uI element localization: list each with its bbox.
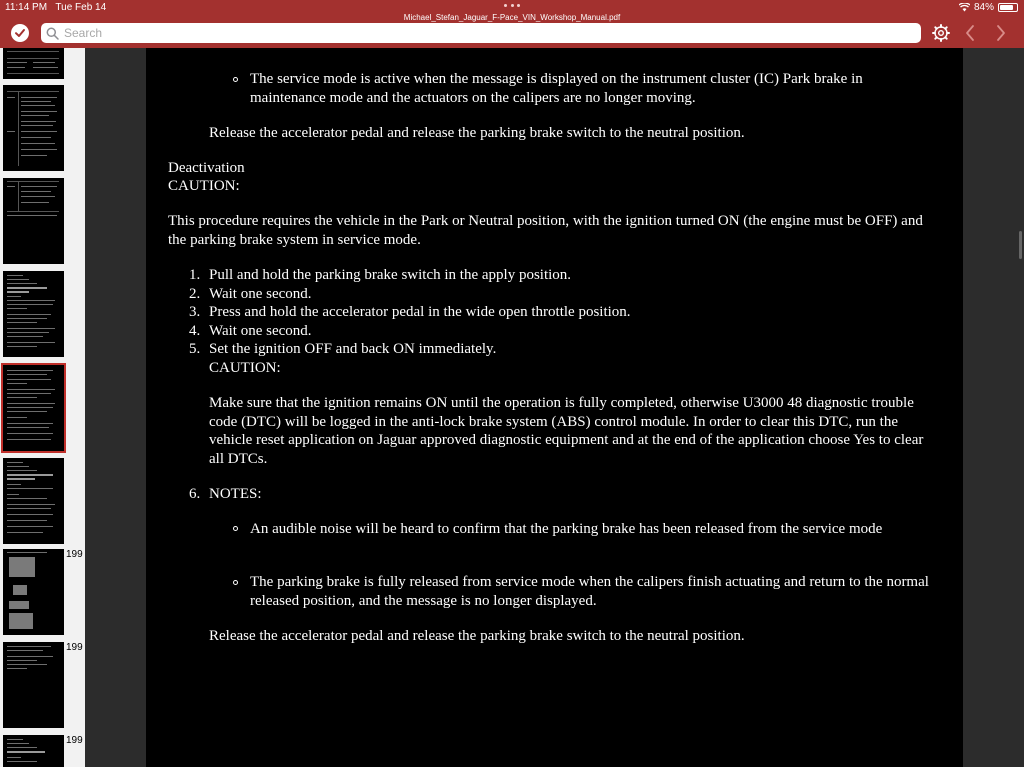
step-text: NOTES:	[209, 486, 262, 502]
status-time	[5, 2, 106, 13]
page-thumbnail[interactable]	[3, 48, 64, 79]
page-gutter-right	[963, 48, 1024, 767]
paragraph: The parking brake is fully released from service mode when the calipers finish actuating and return to the normal released position, and the message is no longer displayed.	[250, 574, 929, 609]
multitasking-dots[interactable]	[504, 4, 520, 7]
step-text: Press and hold the accelerator pedal in the wide open throttle position.	[209, 304, 631, 320]
chevron-left-icon[interactable]	[963, 24, 977, 42]
page-thumbnail[interactable]	[3, 642, 64, 728]
caution-label: CAUTION:	[168, 178, 240, 194]
battery-percent: 84%	[973, 2, 994, 13]
caution-label: CAUTION:	[209, 360, 281, 376]
chevron-right-icon[interactable]	[994, 24, 1008, 42]
page-number-label: 199	[66, 642, 83, 653]
page-thumbnail-current[interactable]	[3, 365, 64, 451]
paragraph: This procedure requires the vehicle in the Park or Neutral position, with the ignition turned ON (the engine must be OFF) and the parking brake system in service mode.	[168, 213, 923, 248]
top-toolbar	[0, 0, 1024, 48]
search-input[interactable]	[64, 26, 864, 40]
scroll-indicator[interactable]	[1019, 231, 1022, 259]
date-label: Tue Feb 14	[55, 2, 107, 13]
page-thumbnail[interactable]	[3, 85, 64, 171]
paragraph: Release the accelerator pedal and release the parking brake switch to the neutral position.	[209, 628, 745, 644]
document-title: Michael_Stefan_Jaguar_F-Pace_VIN_Workshop_Manual.pdf	[403, 13, 621, 22]
wifi-icon	[959, 3, 970, 12]
bullet-marker	[233, 580, 238, 585]
paragraph: Make sure that the ignition remains ON until the operation is fully completed, otherwise U3000 48 diagnostic trouble code (DTC) will be logged in the anti-lock brake system (ABS) control module. In order to clear this DTC, run the vehicle reset application on Jaguar approved diagnostic equipment and at the end of the application choose Yes to clear all DTCs.	[209, 395, 924, 467]
paragraph: Release the accelerator pedal and release the parking brake switch to the neutral position.	[209, 125, 745, 141]
paragraph: An audible noise will be heard to confirm that the parking brake has been released from the service mode	[250, 521, 883, 537]
search-bar[interactable]	[41, 23, 921, 43]
page-thumbnail[interactable]	[3, 735, 64, 767]
step-number: 2.	[189, 286, 201, 302]
section-heading: Deactivation	[168, 160, 245, 176]
bullet-marker	[233, 77, 238, 82]
page-thumbnail[interactable]	[3, 271, 64, 357]
page-thumbnail[interactable]	[3, 458, 64, 544]
bullet-marker	[233, 526, 238, 531]
page-thumbnail[interactable]	[3, 549, 64, 635]
time-label: 11:14 PM	[5, 2, 48, 13]
step-number: 1.	[189, 267, 201, 283]
document-page	[146, 48, 963, 767]
step-text: Wait one second.	[209, 286, 312, 302]
checkmark-icon	[14, 27, 26, 39]
page-gutter-left	[85, 48, 146, 767]
step-number: 5.	[189, 341, 201, 357]
gear-icon[interactable]	[932, 24, 950, 42]
page-number-label: 199	[66, 735, 83, 746]
step-text: Wait one second.	[209, 323, 312, 339]
page-number-label: 199	[66, 549, 83, 560]
step-number: 4.	[189, 323, 201, 339]
step-number: 3.	[189, 304, 201, 320]
page-thumbnail[interactable]	[3, 178, 64, 264]
step-text: Pull and hold the parking brake switch in the apply position.	[209, 267, 572, 283]
thumbnail-sidebar[interactable]	[0, 48, 85, 767]
status-indicators	[959, 2, 1018, 13]
battery-icon	[998, 3, 1018, 12]
done-button[interactable]	[11, 24, 29, 42]
paragraph: The service mode is active when the message is displayed on the instrument cluster (IC) Park brake in maintenance mode and the actuators on the calipers are no longer moving.	[250, 71, 863, 106]
battery-level	[1000, 5, 1013, 10]
search-icon	[46, 27, 59, 40]
step-number: 6.	[189, 486, 201, 502]
step-text: Set the ignition OFF and back ON immediately.	[209, 341, 497, 357]
